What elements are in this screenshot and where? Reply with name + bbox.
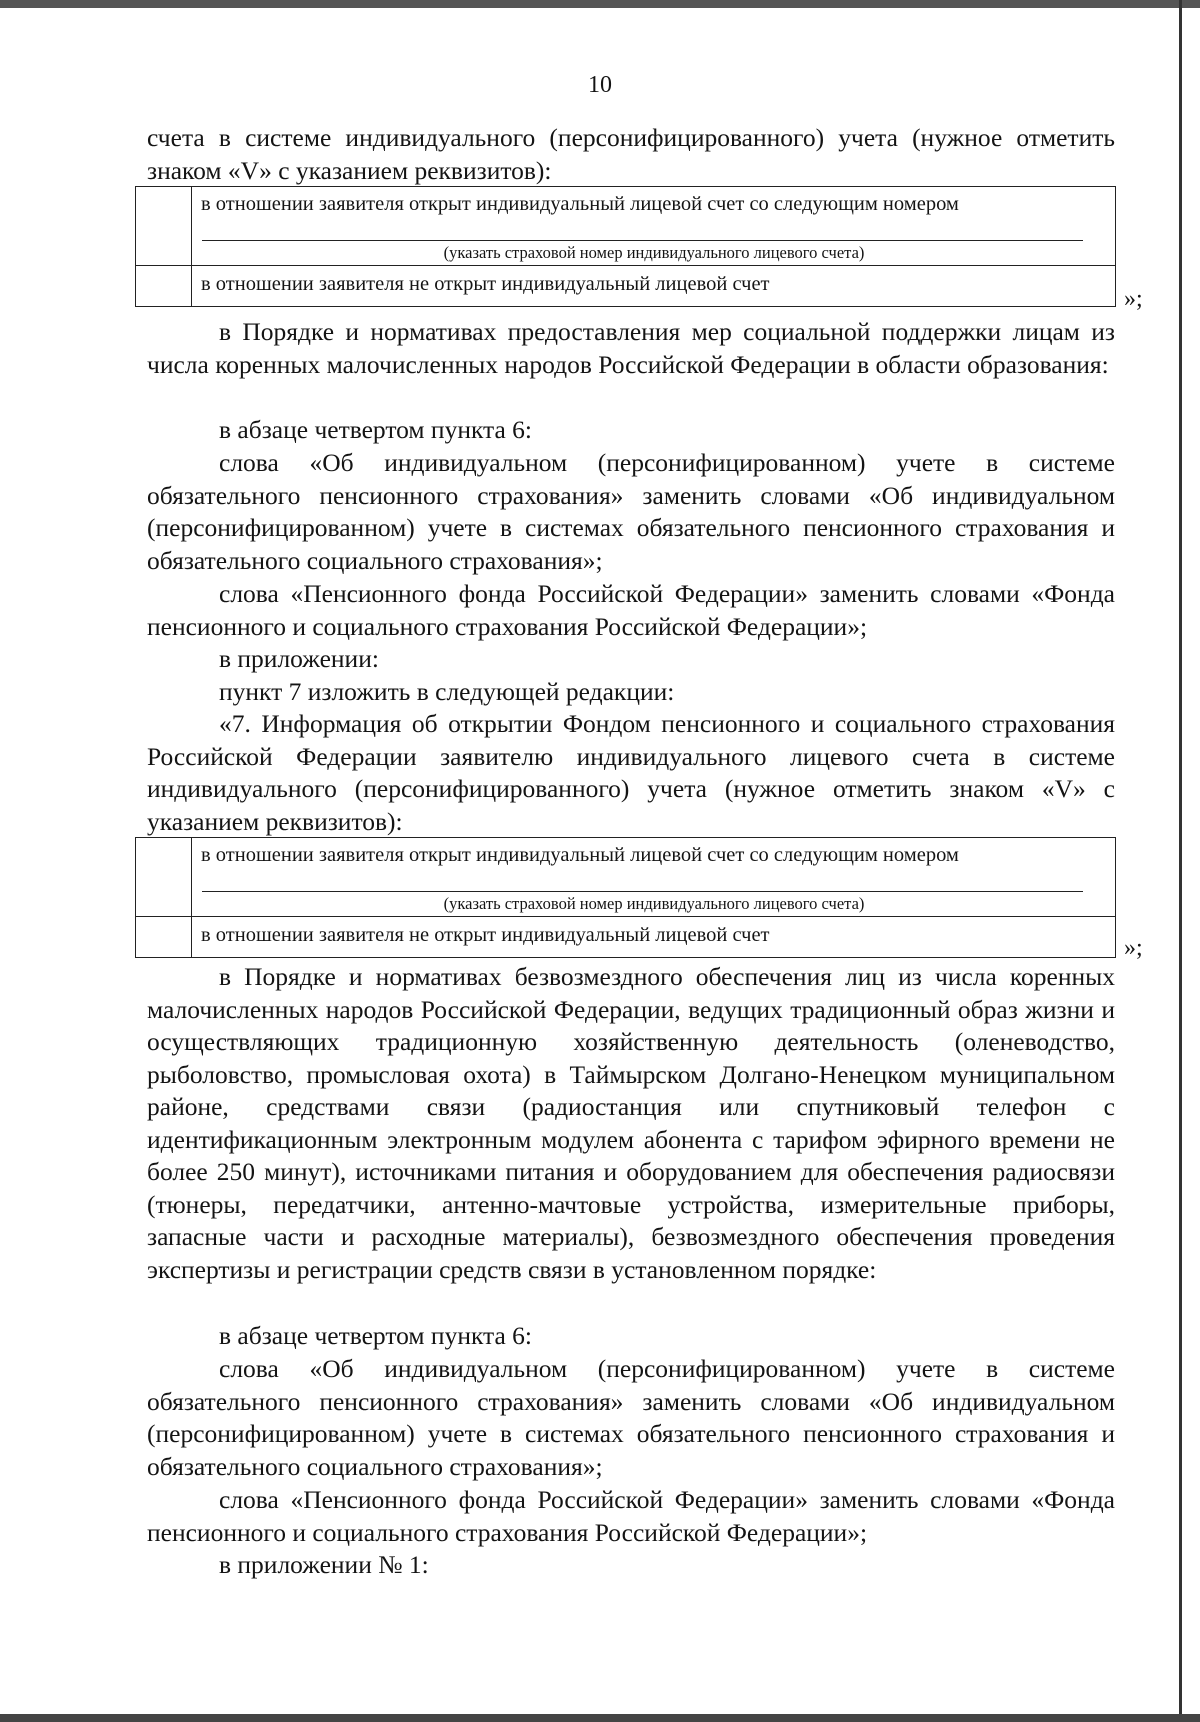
row-opened-hint: (указать страховой номер индивидуального лицевого счета) <box>443 243 865 262</box>
row-opened-label: в отношении заявителя открыт индивидуальный лицевой счет со следующим номером <box>201 844 959 866</box>
scan-right-edge <box>1179 0 1182 1722</box>
row-opened-hint: (указать страховой номер индивидуального лицевого счета) <box>443 894 865 913</box>
closing-mark: »; <box>1124 935 1143 961</box>
paragraph-words-replace-2: слова «Пенсионного фонда Российской Федерации» заменить словами «Фонда пенсионного и социального страхования Российской Федерации»; <box>147 579 1115 641</box>
paragraph-words-replace-1: слова «Об индивидуальном (персонифицированном) учете в системе обязательного пенсионного страхования» заменить словами «Об индивидуальном (персонифицированном) учете в системах обязательного пенсионного страхования и обязательного социального страхования»; <box>147 448 1115 575</box>
row-not-opened-label: в отношении заявителя не открыт индивидуальный лицевой счет <box>201 924 770 946</box>
paragraph-point6: в абзаце четвертом пункта 6: <box>219 1321 533 1350</box>
table-row <box>136 187 1115 266</box>
account-options-table-2 <box>135 837 1116 958</box>
paragraph-order-education: в Порядке и нормативах предоставления мер социальной поддержки лицам из числа коренных малочисленных народов Российской Федерации в области образования: <box>147 317 1115 379</box>
table-row <box>136 917 1115 957</box>
table-row <box>136 266 1115 306</box>
account-options-table-1 <box>135 186 1116 307</box>
paragraph-point7: пункт 7 изложить в следующей редакции: <box>219 677 675 706</box>
paragraph-words-replace-1: слова «Об индивидуальном (персонифицированном) учете в системе обязательного пенсионного страхования» заменить словами «Об индивидуальном (персонифицированном) учете в системах обязательного пенсионного страхования и обязательного социального страхования»; <box>147 1354 1115 1481</box>
checkbox-cell <box>136 917 192 957</box>
fill-line <box>202 240 1083 241</box>
paragraph-words-replace-2: слова «Пенсионного фонда Российской Федерации» заменить словами «Фонда пенсионного и социального страхования Российской Федерации»; <box>147 1485 1115 1547</box>
table-row <box>136 838 1115 917</box>
closing-mark: »; <box>1124 286 1143 312</box>
row-opened-label: в отношении заявителя открыт индивидуальный лицевой счет со следующим номером <box>201 193 959 215</box>
page-number: 10 <box>588 72 612 98</box>
paragraph-point6: в абзаце четвертом пункта 6: <box>219 415 533 444</box>
paragraph-in-appendix-1: в приложении № 1: <box>219 1550 429 1579</box>
checkbox-cell <box>136 266 192 306</box>
checkbox-cell <box>136 187 192 265</box>
scan-top-edge <box>0 0 1200 8</box>
fill-line <box>202 891 1083 892</box>
paragraph-order-communications: в Порядке и нормативах безвозмездного обеспечения лиц из числа коренных малочисленных народов Российской Федерации, ведущих традиционный образ жизни и осуществляющих традиционную хозяйственную деятельность (оленеводство, рыболовство, промысловая охота) в Таймырском Долгано-Ненецком муниципальном районе, средствами связи (радиостанция или спутниковый телефон с идентификационным электронным модулем абонента с тарифом эфирного времени не более 250 минут), источниками питания и оборудованием для обеспечения радиосвязи (тюнеры, передатчики, антенно-мачтовые устройства, измерительные приборы, запасные части и расходные материалы), безвозмездного обеспечения проведения экспертизы и регистрации средств связи в установленном порядке: <box>147 962 1115 1284</box>
row-not-opened-label: в отношении заявителя не открыт индивидуальный лицевой счет <box>201 273 770 295</box>
scan-bottom-edge <box>0 1714 1200 1722</box>
paragraph-intro-1: счета в системе индивидуального (персонифицированного) учета (нужное отметить знаком «V» с указанием реквизитов): <box>147 123 1115 185</box>
paragraph-in-appendix: в приложении: <box>219 644 379 673</box>
checkbox-cell <box>136 838 192 916</box>
paragraph-point7-text: «7. Информация об открытии Фондом пенсионного и социального страхования Российской Федерации заявителю индивидуального лицевого счета в системе индивидуального (персонифицированного) учета (нужное отметить знаком «V» с указанием реквизитов): <box>147 709 1115 836</box>
